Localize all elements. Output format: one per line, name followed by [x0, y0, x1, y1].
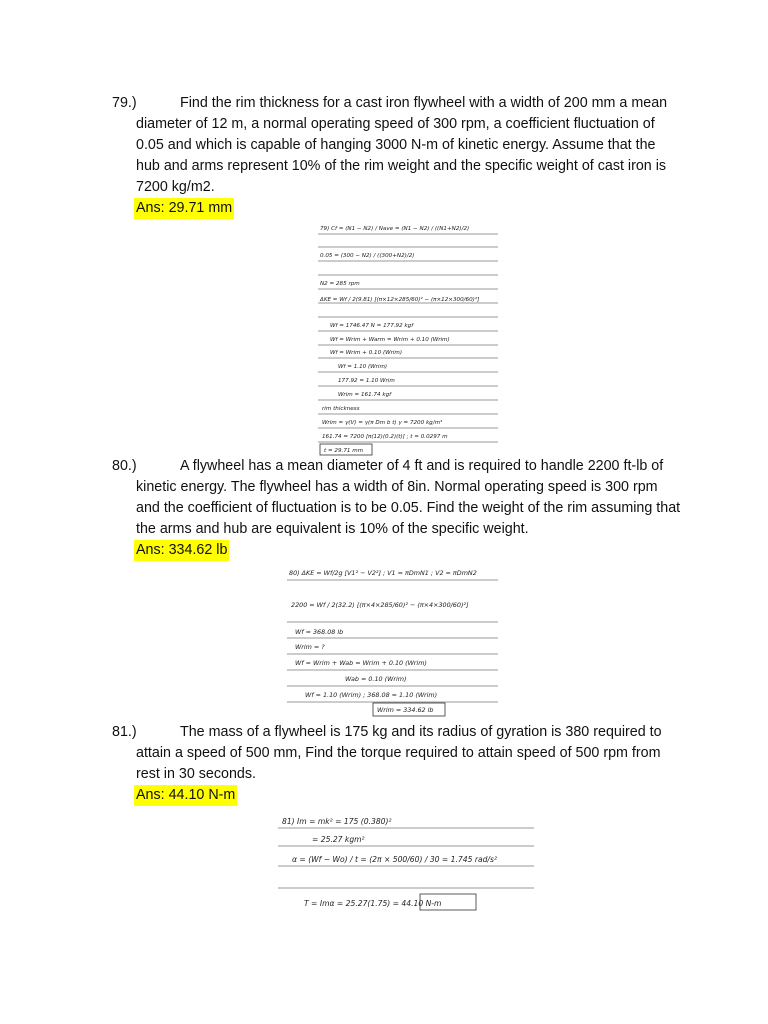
work-line: Wrim = 161.74 kgf: [338, 392, 392, 398]
work-line: 161.74 = 7200 [π(12)(0.2)(t)] ; t = 0.0297 m: [322, 434, 448, 440]
work-line: Wf = Wrim + Wab = Wrim + 0.10 (Wrim): [295, 659, 427, 667]
work-line: Wab = 0.10 (Wrim): [345, 675, 407, 683]
answer-highlight: Ans: 334.62 lb: [134, 540, 229, 561]
work-line: 2200 = Wf / 2(32.2) [(π×4×285/60)² − (π×4×300/60)²]: [291, 601, 469, 609]
problem-text: The mass of a flywheel is 175 kg and its radius of gyration is 380 required to attain a speed of 500 mm, Find the torque required to attain speed of 500 rpm from rest in 30 seconds.: [136, 724, 662, 782]
problem-number: 79.): [112, 95, 137, 111]
work-line: Wrim = 334.62 lb: [377, 706, 434, 714]
work-line: 79) Cf = (N1 − N2) / Nave = (N1 − N2) / ((N1+N2)/2): [320, 226, 470, 232]
answer-highlight: Ans: 29.71 mm: [134, 198, 234, 219]
work-line: Wrim = ?: [295, 643, 325, 651]
problem-80: [112, 456, 682, 561]
problem-text: Find the rim thickness for a cast iron flywheel with a width of 200 mm a mean diameter of 12 m, a normal operating speed of 300 rpm, a coefficient fluctuation of 0.05 and which is capable of hanging 3000 N-m of kinetic energy. Assume that the hub and arms represent 10% of the rim weight and the specific weight of cast iron is 7200 kg/m2.: [136, 95, 668, 195]
work-line: 0.05 = (300 − N2) / ((300+N2)/2): [320, 253, 415, 259]
work-line: Wf = Wrim + Warm = Wrim + 0.10 (Wrim): [330, 337, 450, 343]
work-line: = 25.27 kgm²: [312, 835, 365, 844]
work-line: Wf = 1.10 (Wrim): [338, 364, 388, 370]
work-line: ΔKE = Wf / 2(9.81) [(π×12×285/60)² − (π×12×300/60)²]: [320, 297, 480, 303]
handwritten-solution-80: [285, 560, 500, 718]
work-line: N2 = 285 rpm: [320, 281, 360, 287]
work-line: rim thickness: [322, 406, 360, 412]
work-line: t = 29.71 mm: [324, 448, 364, 454]
work-line: Wf = 1.10 (Wrim) ; 368.08 = 1.10 (Wrim): [305, 691, 438, 699]
work-line: 81) Im = mk² = 175 (0.380)²: [282, 817, 392, 826]
work-line: Wf = 1746.47 N = 177.92 kgf: [330, 323, 414, 329]
work-line: T = Imα = 25.27(1.75) = 44.10 N-m: [304, 899, 442, 908]
problem-text: A flywheel has a mean diameter of 4 ft and is required to handle 2200 ft-lb of kinetic energy. The flywheel has a width of 8in. Normal operating speed is 300 rpm and the coefficient of fluctuation is to be 0.05. Find the weight of the rim assuming that the arms and hub are equivalent is 10% of the specific weight.: [136, 458, 681, 537]
work-line: 177.92 = 1.10 Wrim: [338, 378, 395, 384]
problem-81: [112, 722, 682, 806]
work-line: Wrim = γ(V) = γ(π Dm b t) γ = 7200 kg/m³: [322, 420, 443, 426]
problem-number: 80.): [112, 458, 137, 474]
work-line: 80) ΔKE = Wf/2g [V1² − V2²] ; V1 = πDmN1 ; V2 = πDmN2: [289, 569, 477, 577]
handwritten-solution-81: [276, 806, 536, 914]
handwritten-solution-79: [316, 217, 500, 457]
answer-highlight: Ans: 44.10 N-m: [134, 785, 237, 806]
work-line: α = (Wf − Wo) / t = (2π × 500/60) / 30 = 1.745 rad/s²: [292, 855, 497, 864]
work-line: Wf = Wrim + 0.10 (Wrim): [330, 350, 403, 356]
work-line: Wf = 368.08 lb: [295, 628, 344, 636]
problem-79: [112, 93, 682, 219]
problem-number: 81.): [112, 724, 137, 740]
